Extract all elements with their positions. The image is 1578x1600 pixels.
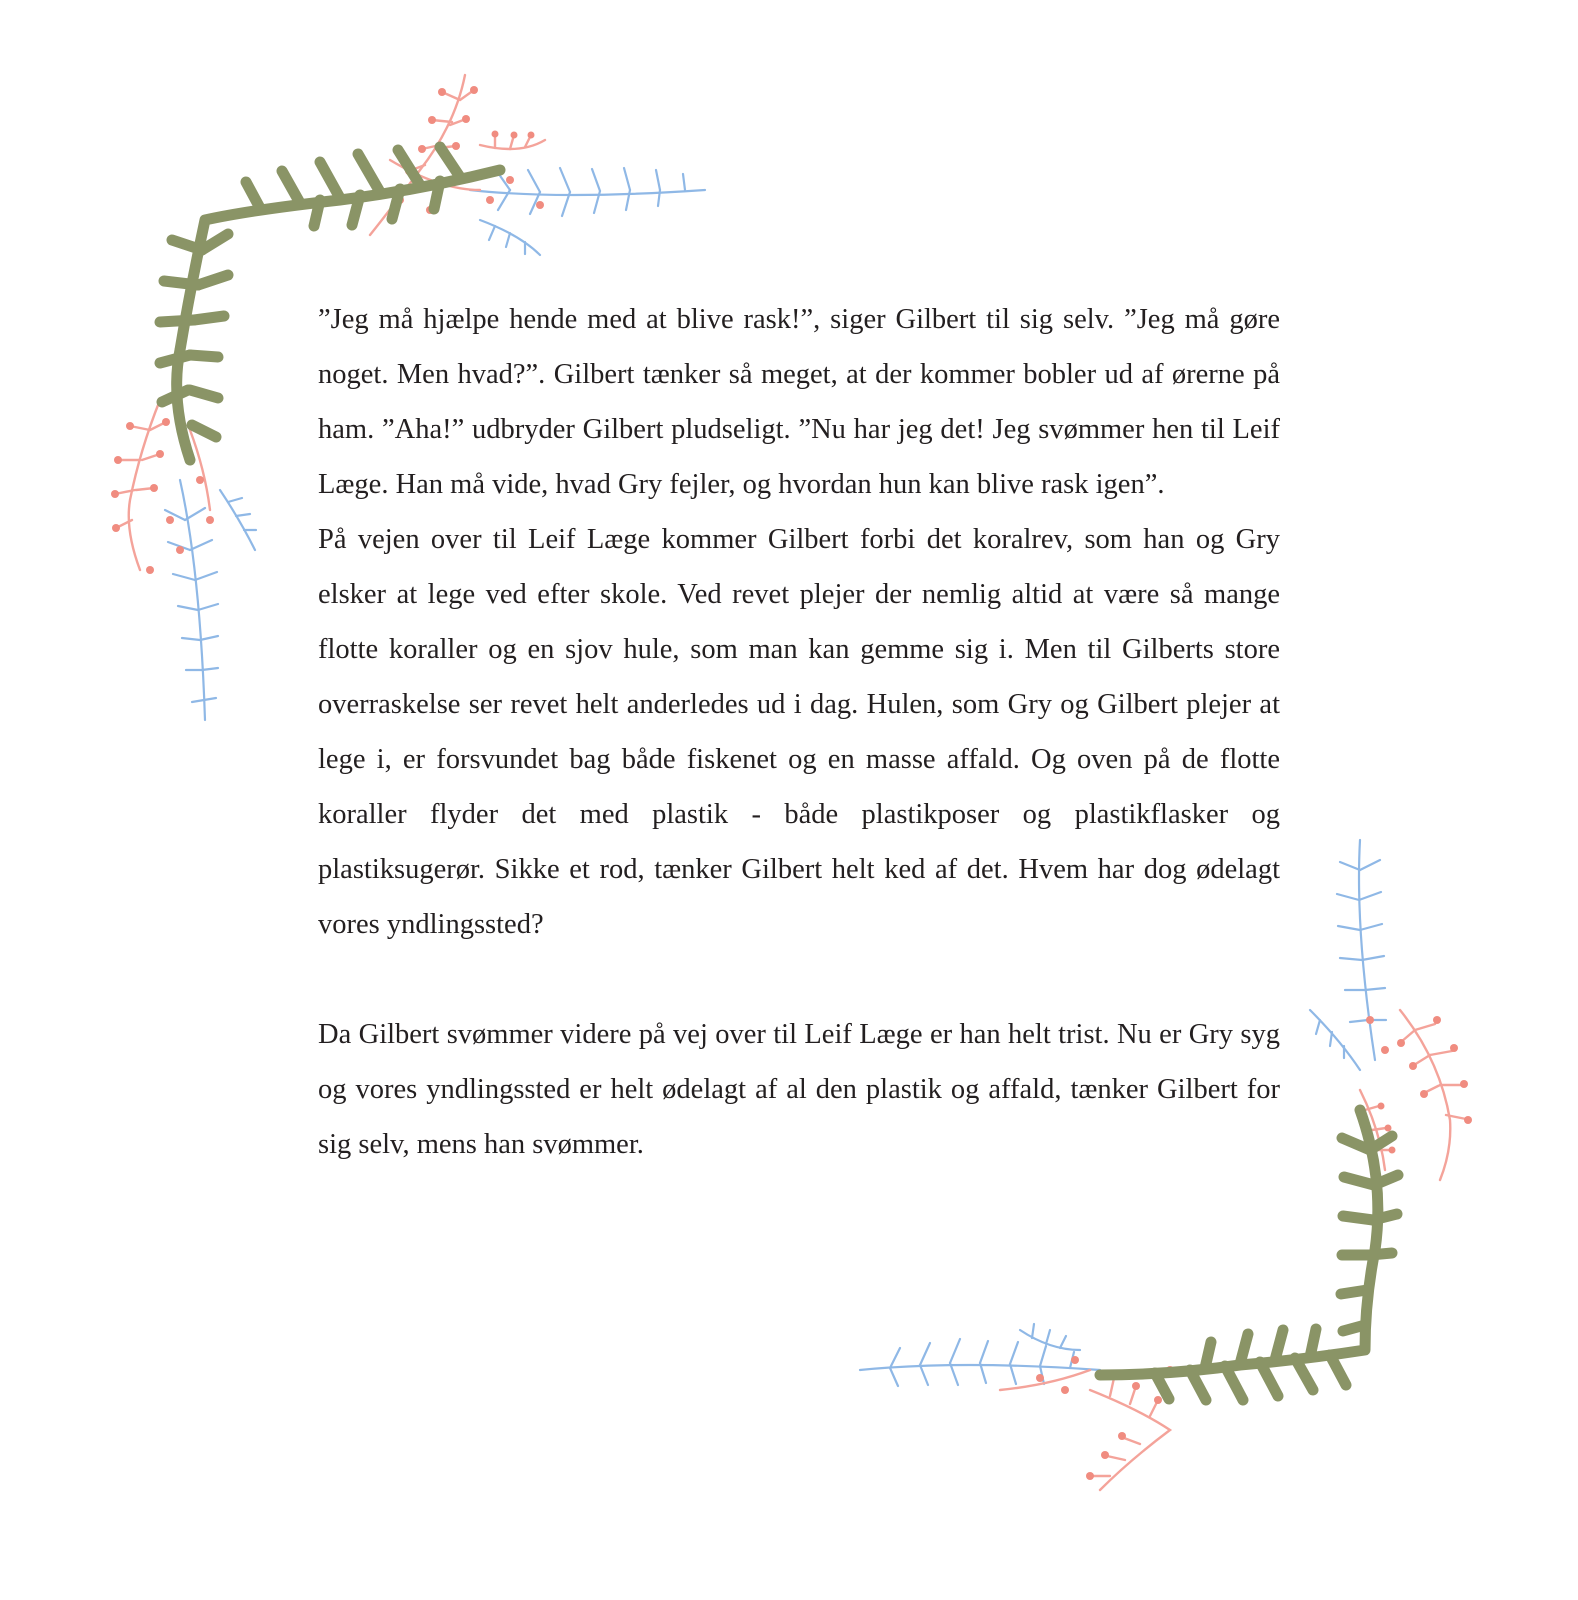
story-paragraph-2: På vejen over til Leif Læge kommer Gilbert forbi det koralrev, som han og Gry elsker at lege ved efter skole. Ved revet plejer der nemlig altid at være så mange flotte koraller og en sjov hule, som man kan gemme sig i. Men til Gilberts store overraskelse ser revet helt anderledes ud i dag. Hulen, som Gry og Gilbert plejer at lege i, er forsvundet bag både fiskenet og en masse affald. Og oven på de flotte koraller flyder det med plastik - både plastikposer og plastikflasker og plastiksugerør. Sikke et rod, tænker Gilbert helt ked af det. Hvem har dog ødelagt vores yndlingssted? — [318, 524, 1280, 940]
story-text — [318, 292, 1280, 1172]
story-paragraph-1: ”Jeg må hjælpe hende med at blive rask!”, siger Gilbert til sig selv. ”Jeg må gøre noget. Men hvad?”. Gilbert tænker så meget, at der kommer bobler ud af ørerne på ham. ”Aha!” udbryder Gilbert pludseligt. ”Nu har jeg det! Jeg svømmer hen til Leif Læge. Han må vide, hvad Gry fejler, og hvordan hun kan blive rask igen”. — [318, 304, 1280, 500]
story-paragraph-3: Da Gilbert svømmer videre på vej over til Leif Læge er han helt trist. Nu er Gry syg og vores yndlingssted er helt ødelagt af al den plastik og affald, tænker Gilbert for sig selv, mens han svømmer. — [318, 1019, 1280, 1160]
